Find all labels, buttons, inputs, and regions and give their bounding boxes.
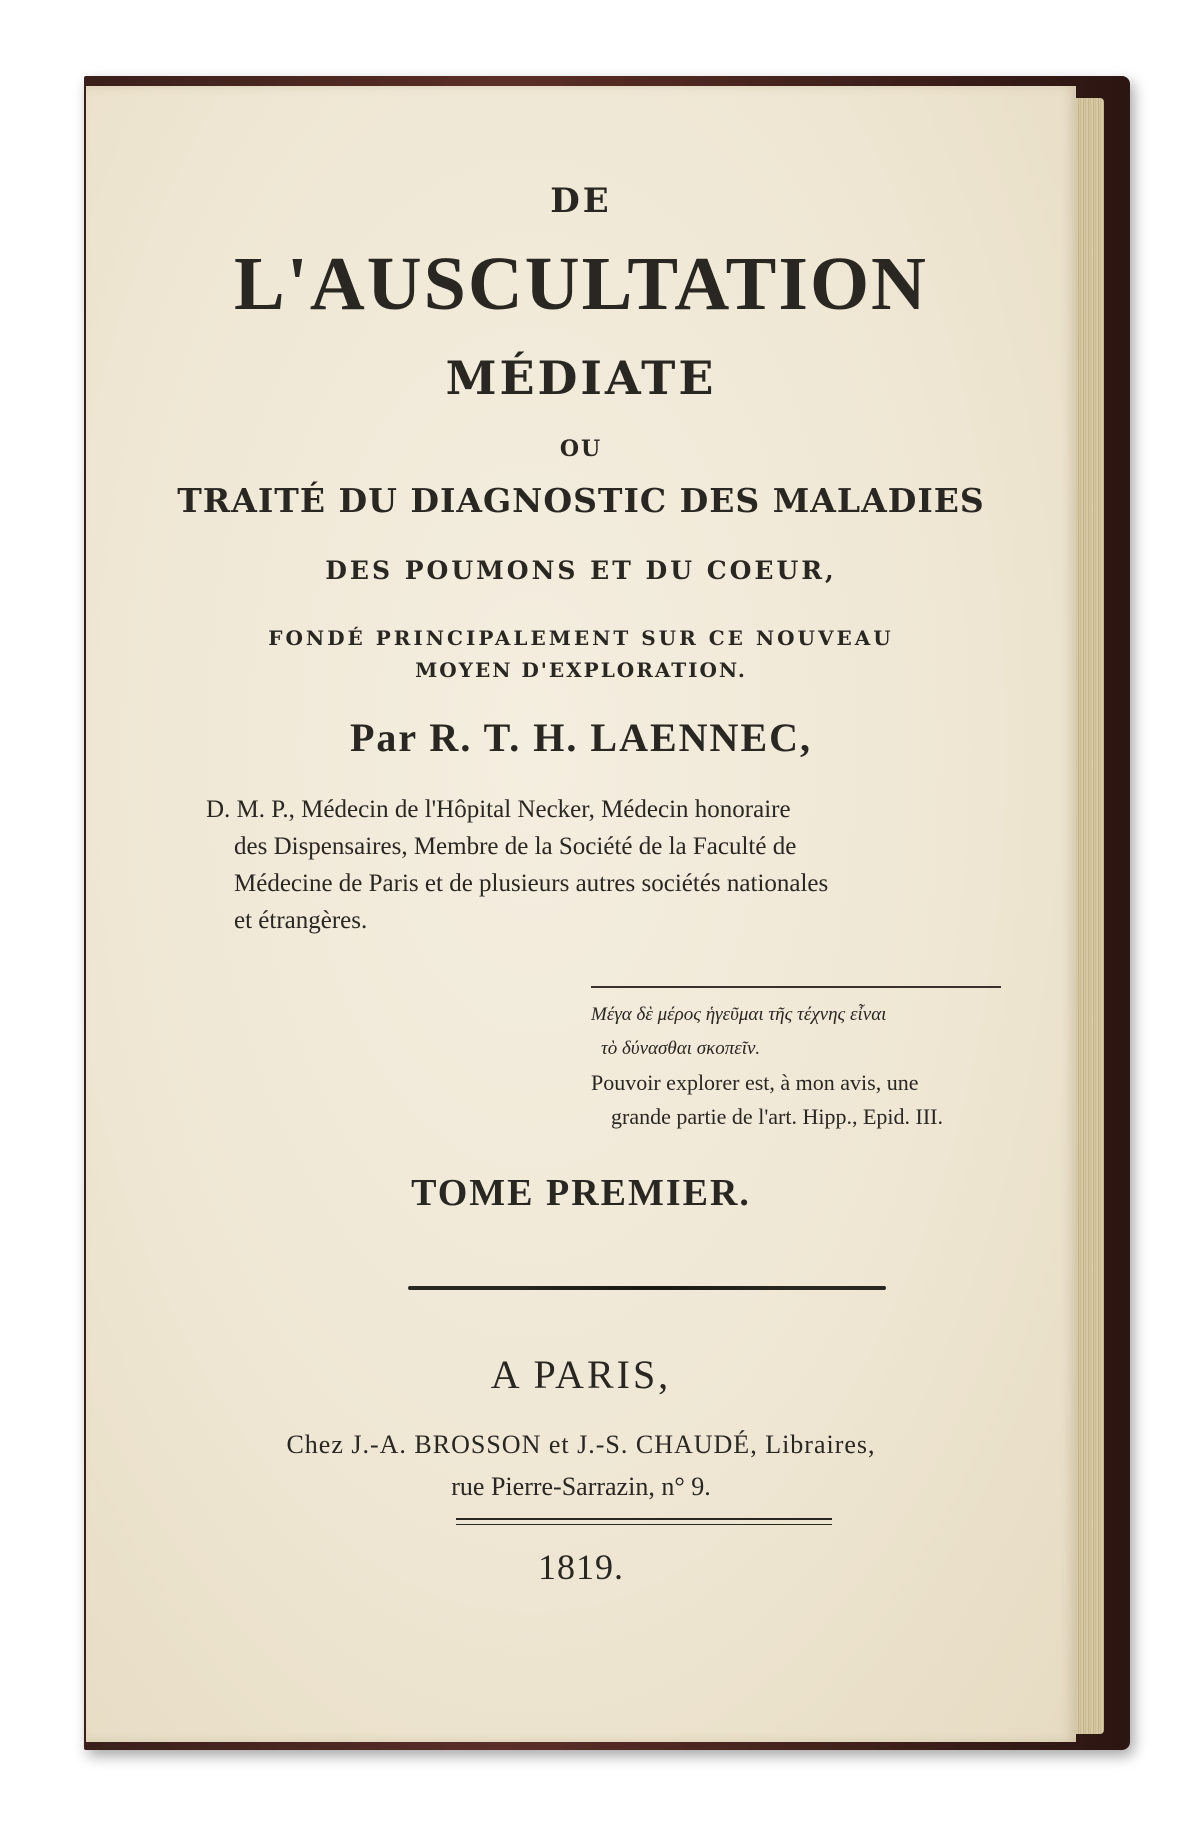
epigraph-french-2: grande partie de l'art. Hipp., Epid. III.: [611, 1104, 944, 1129]
volume-label: TOME PREMIER.: [411, 1172, 751, 1214]
epigraph-french-1: Pouvoir explorer est, à mon avis, une: [591, 1070, 919, 1095]
title-ou: OU: [559, 436, 603, 462]
subtitle-fonde-2: MOYEN D'EXPLORATION.: [415, 658, 747, 682]
double-rule-bottom: [456, 1524, 832, 1525]
credentials-line: des Dispensaires, Membre de la Société de la Faculté de: [234, 833, 797, 860]
subtitle-traite: TRAITÉ DU DIAGNOSTIC DES MALADIES: [177, 481, 985, 520]
double-rule-top: [456, 1518, 832, 1520]
page-edges: [1074, 98, 1104, 1734]
title-mediate: MÉDIATE: [445, 351, 717, 405]
imprint-publisher: Chez J.-A. BROSSON et J.-S. CHAUDÉ, Libraires,: [286, 1430, 876, 1459]
subtitle-fonde-1: FONDÉ PRINCIPALEMENT SUR CE NOUVEAU: [268, 626, 894, 650]
title-line-de: DE: [550, 181, 612, 221]
subtitle-poumons: DES POUMONS ET DU COEUR,: [325, 556, 837, 585]
title-page: [86, 86, 1076, 1742]
imprint-place: A PARIS,: [490, 1352, 672, 1397]
ornamental-rule: [408, 1286, 886, 1290]
imprint-address: rue Pierre-Sarrazin, n° 9.: [451, 1472, 711, 1501]
epigraph-greek-2: τὸ δύνασθαι σκοπεῖν.: [601, 1038, 761, 1059]
title-main: L'AUSCULTATION: [234, 242, 928, 326]
credentials-line: et étrangères.: [234, 907, 368, 934]
credentials-line: Médecine de Paris et de plusieurs autres sociétés nationales: [234, 870, 829, 897]
book: [84, 76, 1130, 1750]
credentials-line: D. M. P., Médecin de l'Hôpital Necker, Médecin honoraire: [206, 796, 791, 823]
epigraph-greek-1: Μέγα δὲ μέρος ἡγεῦμαι τῆς τέχνης εἶναι: [591, 1004, 887, 1025]
epigraph: [591, 998, 1011, 1134]
epigraph-rule: [591, 986, 1001, 988]
author-line: Par R. T. H. LAENNEC,: [349, 715, 813, 760]
imprint-year: 1819.: [538, 1547, 624, 1587]
author-credentials: [206, 791, 1006, 939]
